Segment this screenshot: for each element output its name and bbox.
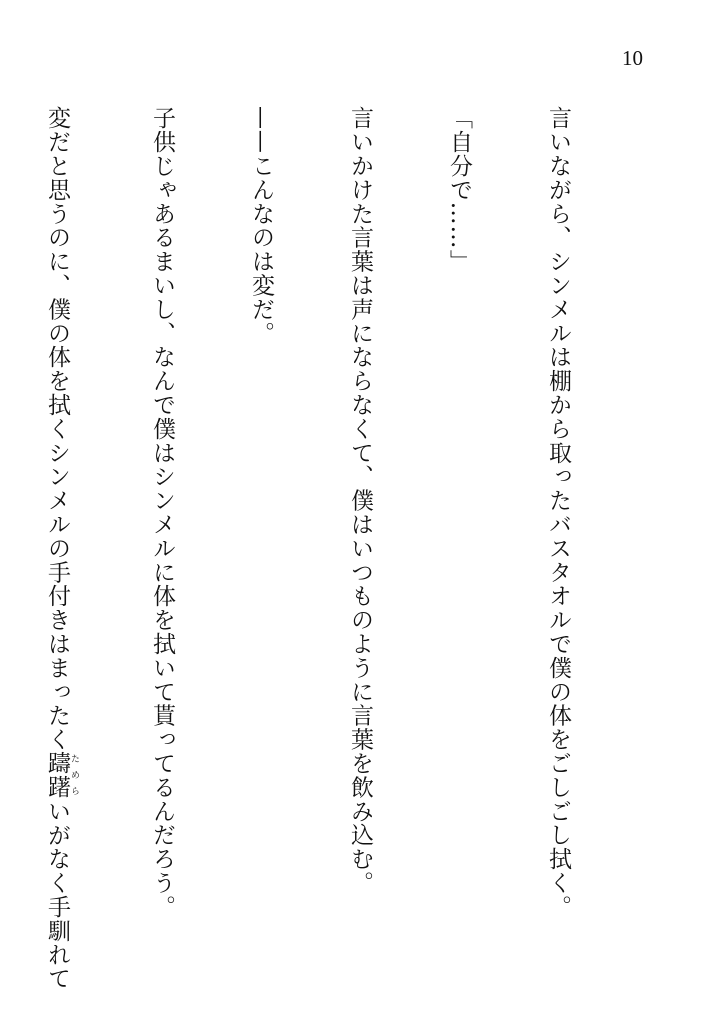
text-line: 子供じゃあるまいし、なんで僕はシンメルに体を拭いて貰ってるんだろう。 bbox=[149, 106, 175, 919]
text-line: 「自分で……」 bbox=[446, 106, 472, 274]
novel-text bbox=[0, 106, 640, 991]
text-line: ——こんなのは変だ。 bbox=[248, 106, 274, 345]
ruby-annotation bbox=[44, 751, 79, 800]
ruby-reading: ためら bbox=[69, 751, 79, 800]
ruby-base: 躊躇 bbox=[44, 751, 70, 800]
page-number: 10 bbox=[622, 46, 643, 70]
text-line: 言いながら、シンメルは棚から取ったバスタオルで僕の体をごしごし拭く。 bbox=[545, 106, 571, 919]
text-line: 言いかけた言葉は声にならなくて、僕はいつものように言葉を飲み込む。 bbox=[347, 106, 373, 895]
text-line-with-ruby: 変だと思うのに、僕の体を拭くシンメルの手付きはまったく躊躇 ためらいがなく手馴れて bbox=[44, 106, 79, 991]
